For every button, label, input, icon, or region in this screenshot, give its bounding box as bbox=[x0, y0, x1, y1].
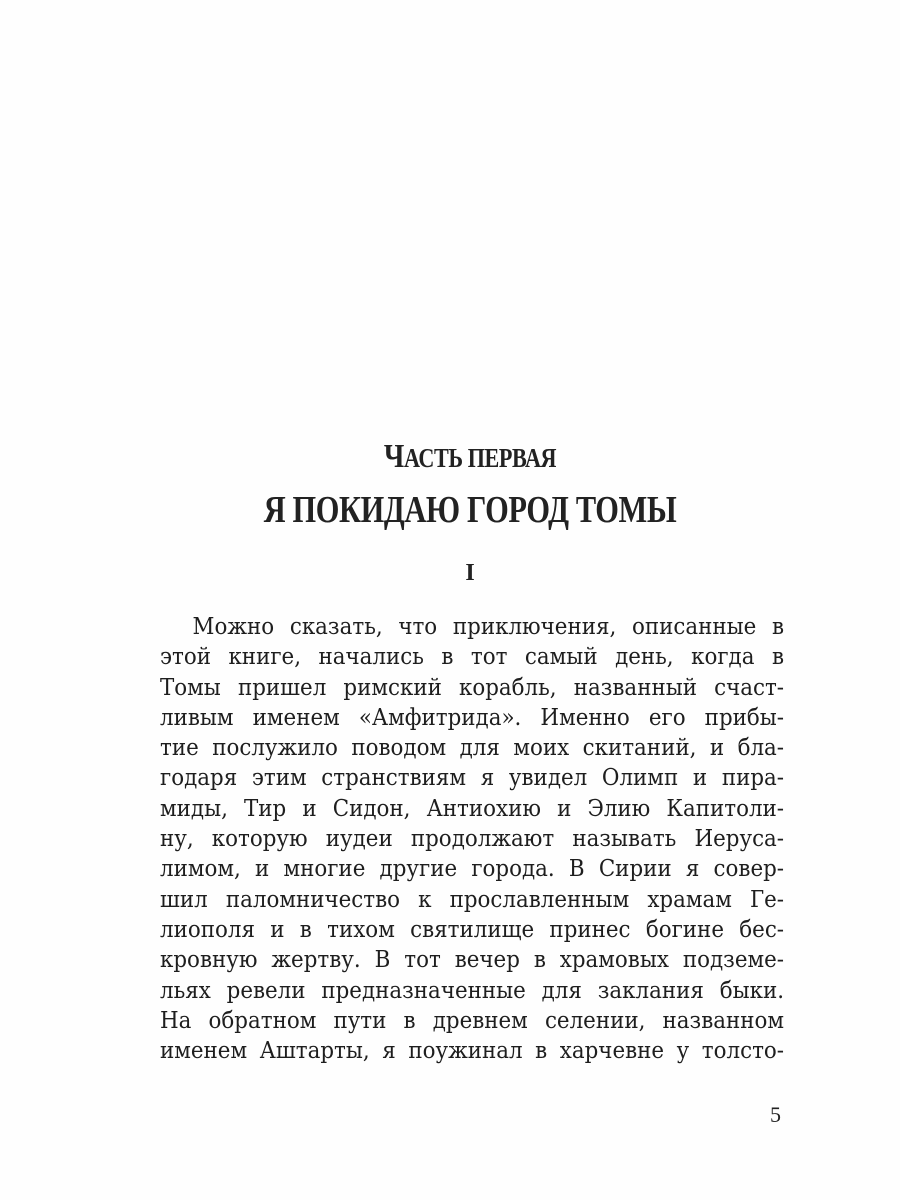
text-line: миды, Тир и Сидон, Антиохию и Элию Капитоли- bbox=[160, 795, 785, 822]
text-line: шил паломничество к прославленным храмам Ге- bbox=[160, 886, 785, 913]
page-number: 5 bbox=[770, 1102, 781, 1127]
part-label bbox=[85, 438, 856, 476]
part-label-rest: АСТЬ ПЕРВАЯ bbox=[403, 443, 557, 473]
text-line: Можно сказать, что приключения, описанные в bbox=[192, 614, 785, 640]
text-line: лиополя и в тихом святилище принес богине бес- bbox=[160, 916, 785, 943]
text-line: лимом, и многие другие города. В Сирии я совер- bbox=[160, 856, 785, 883]
text-line: этой книге, начались в тот самый день, когда в bbox=[160, 644, 785, 671]
text-line: Томы пришел римский корабль, названный счаст- bbox=[160, 674, 785, 701]
body-paragraph bbox=[160, 612, 784, 1066]
text-line: ну, которую иудеи продолжают называть Иеруса- bbox=[160, 826, 785, 853]
text-line: На обратном пути в древнем селении, названном bbox=[160, 1007, 785, 1034]
chapter-title: Я ПОКИДАЮ ГОРОД ТОМЫ bbox=[263, 489, 677, 531]
text-line: тие послужило поводом для моих скитаний, и бла- bbox=[160, 735, 785, 762]
text-line: годаря этим странствиям я увидел Олимп и пира- bbox=[160, 765, 785, 792]
part-label-initial: Ч bbox=[383, 438, 404, 475]
section-number: I bbox=[465, 560, 475, 586]
text-line: ливым именем «Амфитрида». Именно его прибы- bbox=[160, 704, 785, 731]
text-line: именем Аштарты, я поужинал в харчевне у толсто- bbox=[160, 1038, 785, 1065]
text-line: кровную жертву. В тот вечер в храмовых подземе- bbox=[160, 947, 785, 974]
text-line: льях ревели предназначенные для заклания быки. bbox=[160, 977, 785, 1004]
